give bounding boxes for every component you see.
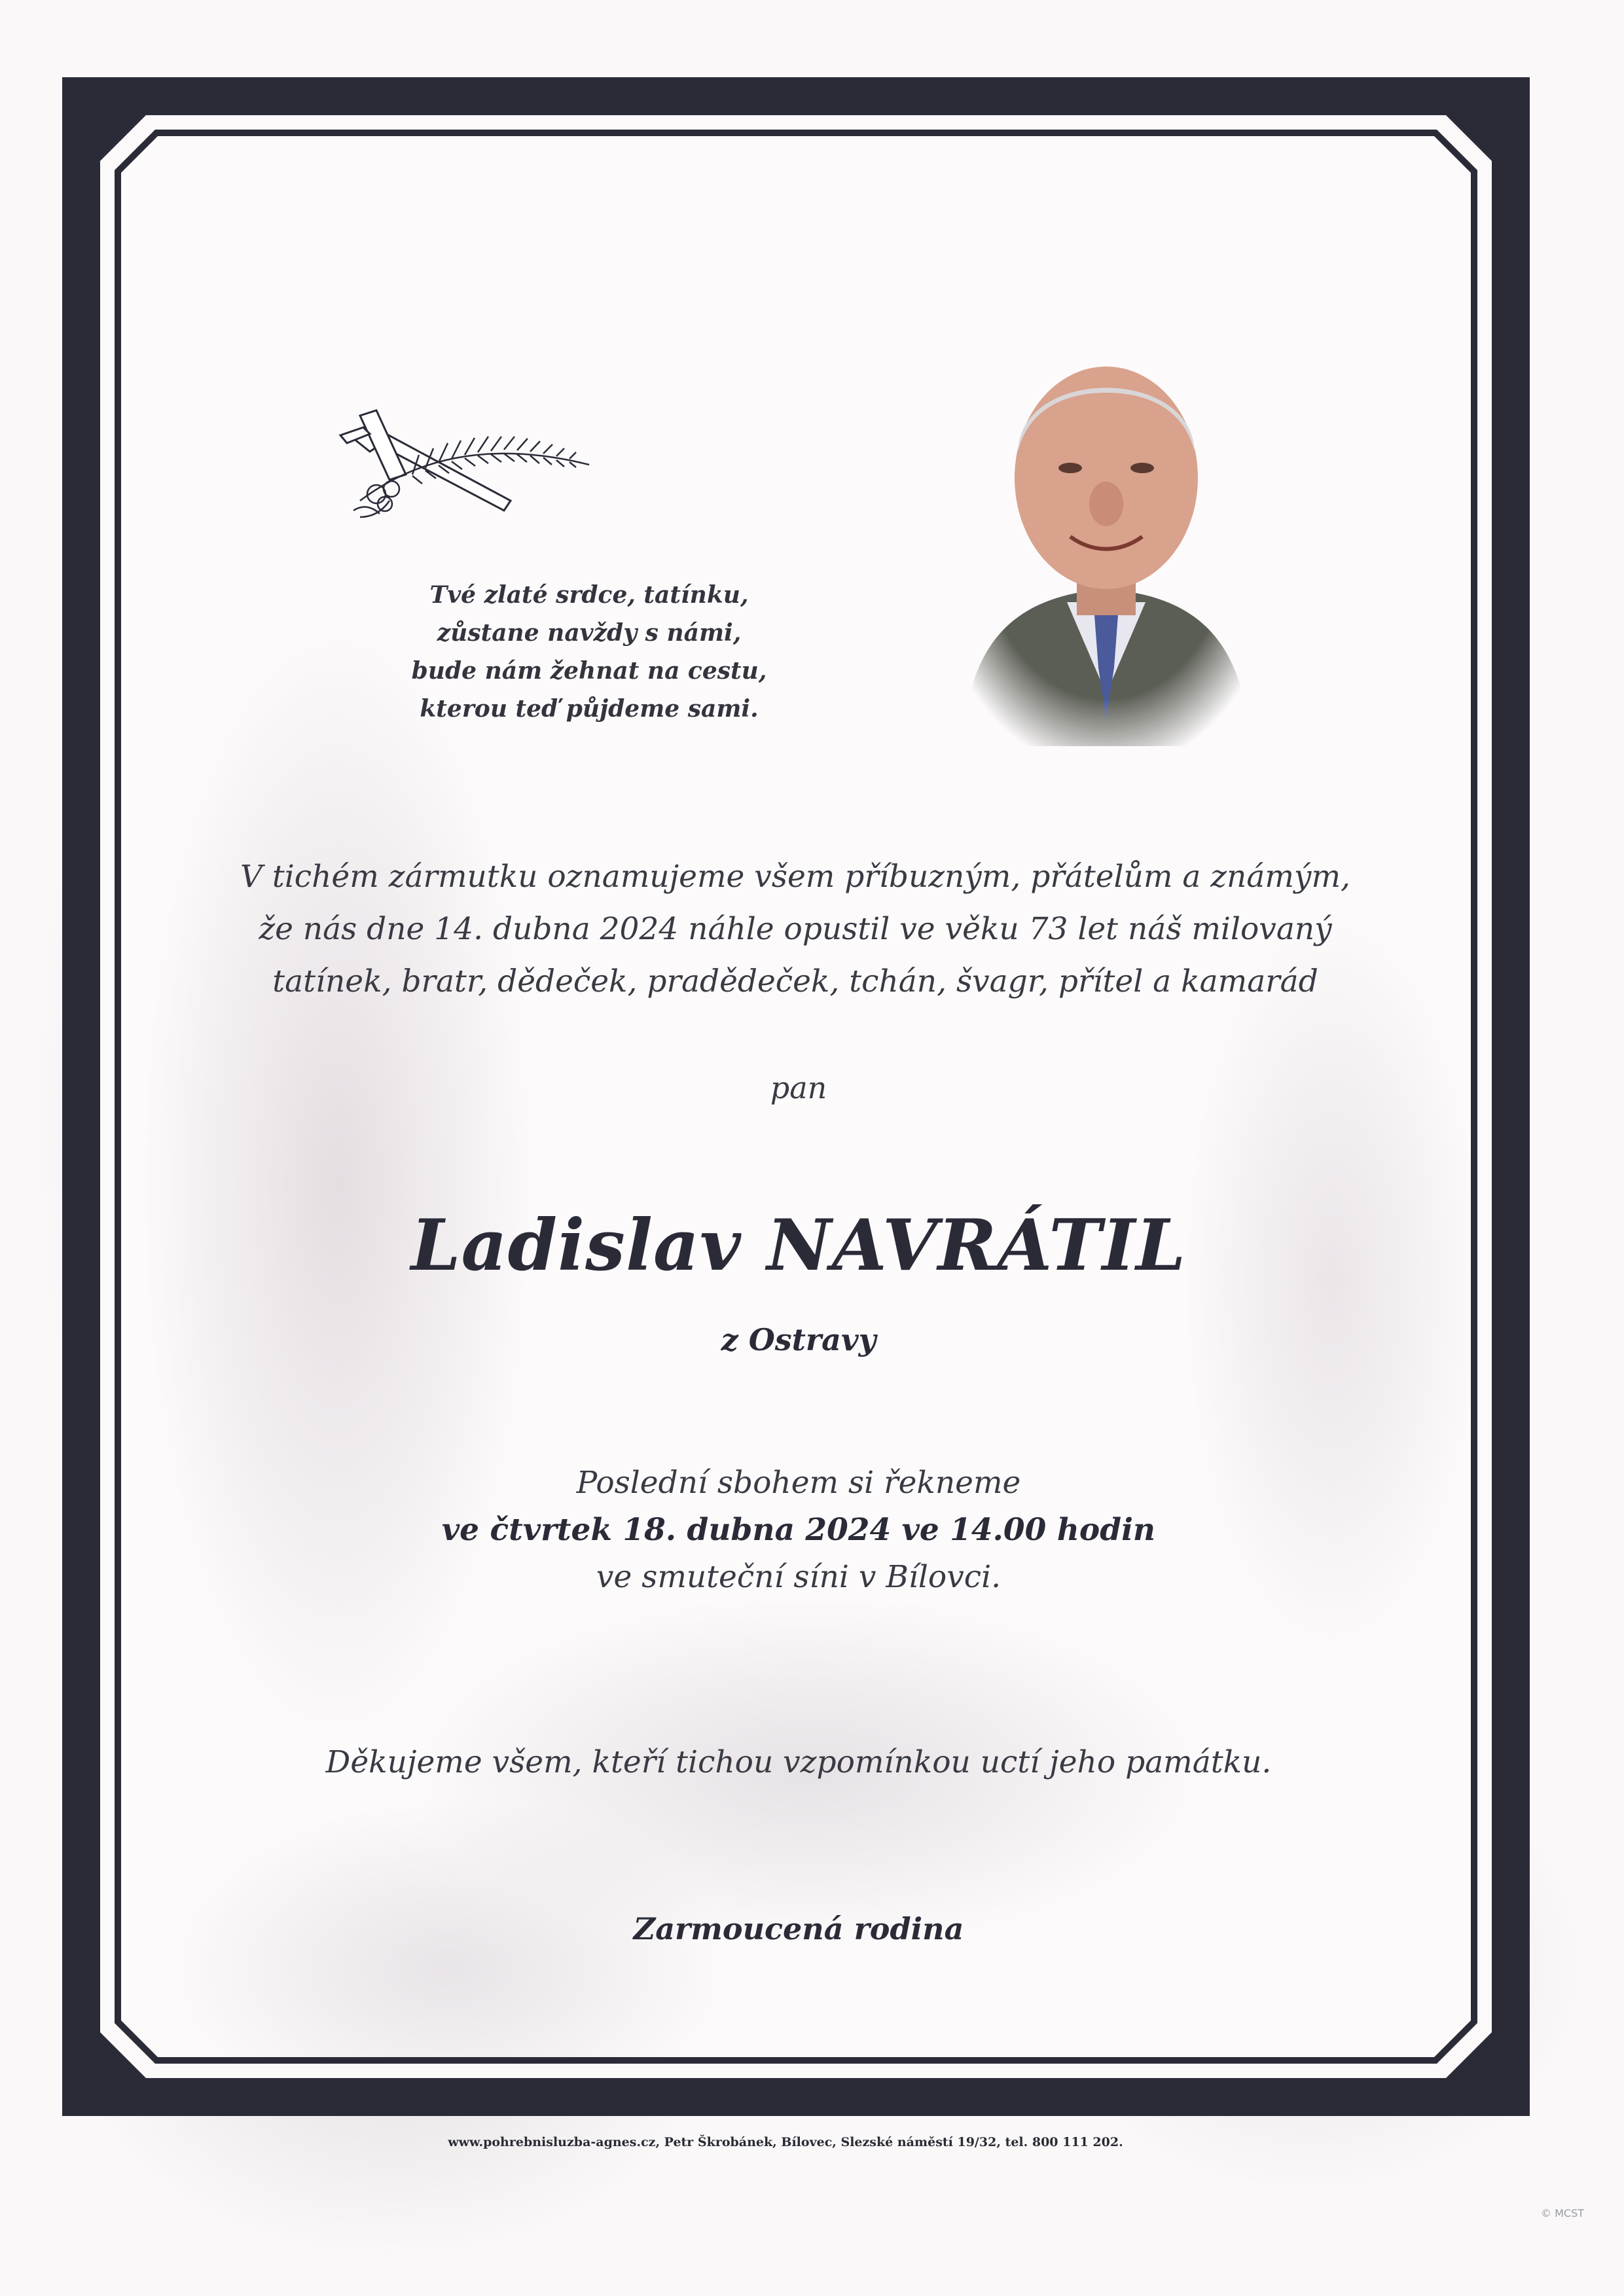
- farewell-date: ve čtvrtek 18. dubna 2024 ve 14.00 hodin: [441, 1512, 1156, 1548]
- signature: Zarmoucená rodina: [633, 1911, 964, 1946]
- poem-line: bude nám žehnat na cestu,: [411, 657, 767, 685]
- announcement-line: tatínek, bratr, dědeček, pradědeček, tchán, švagr, přítel a kamarád: [272, 963, 1318, 999]
- deceased-origin: z Ostravy: [721, 1322, 876, 1357]
- farewell-details: [262, 1460, 1335, 1601]
- poem-line: Tvé zlaté srdce, tatínku,: [429, 581, 749, 609]
- poem-line: zůstane navždy s námi,: [437, 619, 742, 647]
- deceased-name: Ladislav NAVRÁTIL: [410, 1204, 1187, 1287]
- announcement-line: V tichém zármutku oznamujeme všem příbuzným, přátelům a známým,: [240, 859, 1350, 895]
- cross-with-palm-branch-icon: [314, 403, 609, 533]
- poem-line: kterou teď půjdeme sami.: [420, 695, 759, 723]
- portrait-photo: [943, 327, 1270, 772]
- farewell-place: ve smuteční síni v Bílovci.: [596, 1559, 1001, 1595]
- announcement-line: že nás dne 14. dubna 2024 náhle opustil ve věku 73 let náš milovaný: [259, 911, 1332, 947]
- thanks-line: Děkujeme všem, kteří tichou vzpomínkou uctí jeho památku.: [325, 1744, 1272, 1780]
- funeral-service-footer: www.pohrebnisluzba-agnes.cz, Petr Škrobánek, Bílovec, Slezské náměstí 19/32, tel. 800 111 202.: [448, 2135, 1123, 2149]
- memorial-poem: [340, 576, 838, 728]
- copyright-mark: © MCST: [1541, 2207, 1584, 2219]
- death-announcement: [157, 851, 1434, 1008]
- honorific: pan: [770, 1070, 827, 1105]
- farewell-line: Poslední sbohem si řekneme: [576, 1465, 1021, 1501]
